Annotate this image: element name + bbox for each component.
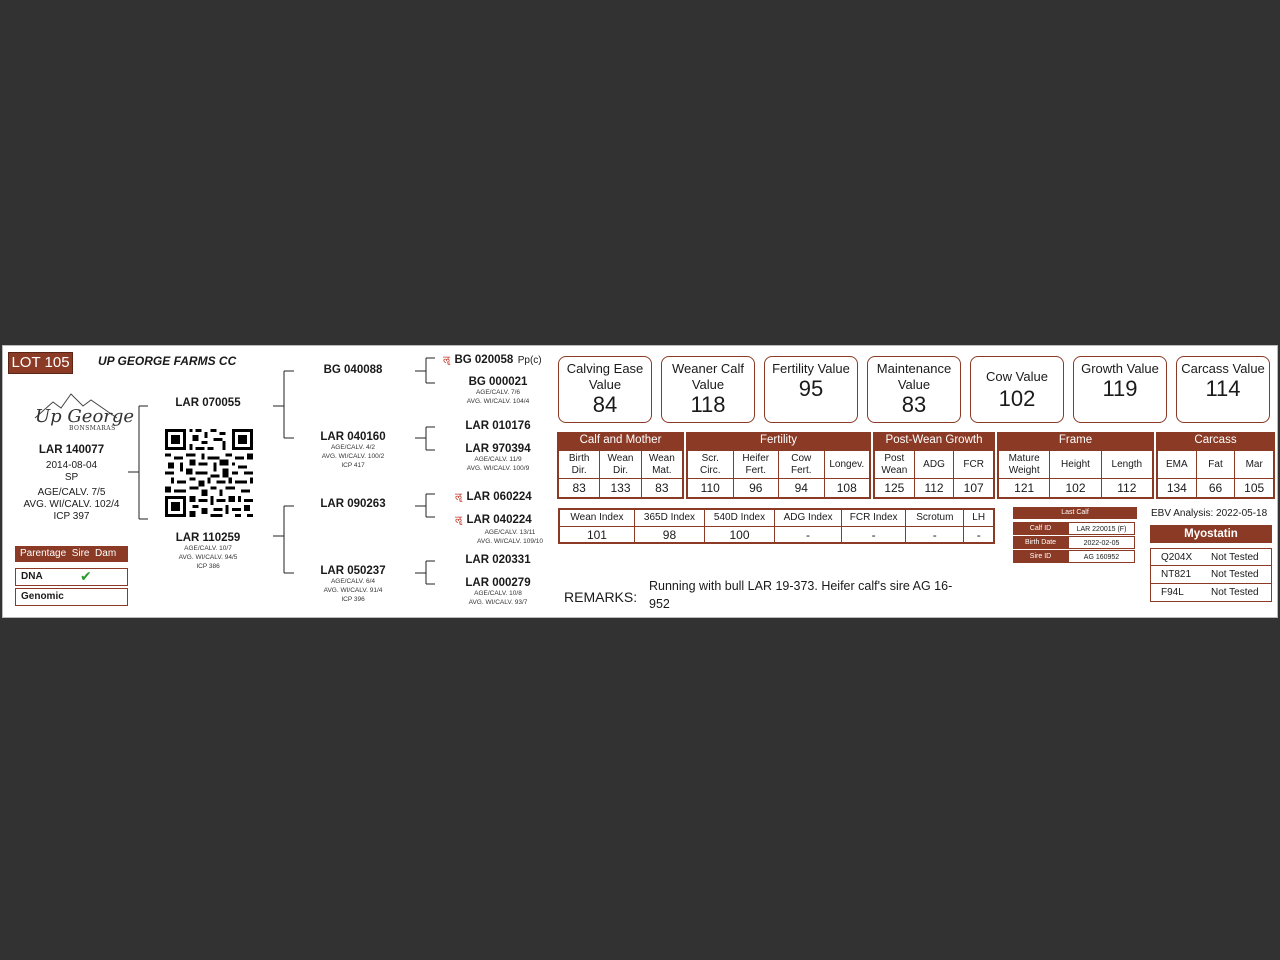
logo-subtitle: BONSMARAS: [69, 425, 116, 432]
sd-dam-avg: AVG. WI/CALV. 100/9: [466, 465, 530, 472]
ebv-trait-cell: [688, 451, 734, 497]
ss-dam-id: BG 000021: [468, 376, 528, 388]
ebv-trait-cell: [642, 451, 682, 497]
dam-dam-age: AGE/CALV. 6/4: [330, 578, 376, 585]
ebv-trait-label: Mature Weight: [999, 451, 1049, 479]
ebv-trait-label: Scr. Circ.: [688, 451, 733, 479]
ebv-trait-cell: [954, 451, 993, 497]
ss-dam-info: [443, 376, 553, 406]
last-calf-label: Calf ID: [1013, 522, 1068, 535]
myostatin-gene: Q204X: [1161, 552, 1193, 563]
ebv-trait-value: 112: [924, 481, 944, 495]
value-number: 95: [798, 376, 824, 401]
sd-dam-age: AGE/CALV. 11/9: [474, 456, 522, 463]
myostatin-title: Myostatin: [1150, 525, 1272, 543]
index-label: Wean Index: [560, 510, 634, 527]
index-label: LH: [964, 510, 993, 527]
myostatin-row: [1150, 548, 1272, 566]
sire-dam-icp: ICP 417: [341, 462, 365, 469]
parentage-header: Parentage Sire Dam: [15, 546, 128, 562]
last-calf-value: AG 160952: [1068, 550, 1135, 563]
ebv-trait-cell: [1235, 451, 1273, 497]
last-calf-title: Last Calf: [1013, 507, 1137, 519]
value-label: Maintenance Value: [876, 361, 952, 392]
qr-code-icon: [165, 429, 253, 517]
ebv-trait-cell: [1050, 451, 1101, 497]
ebv-trait-value: 96: [749, 481, 763, 495]
ebv-trait-value: 105: [1244, 481, 1265, 495]
last-calf-label: Sire ID: [1013, 550, 1068, 563]
group-fertility: Fertility: [686, 432, 871, 449]
ds-dam-id: LAR 040224: [466, 514, 532, 526]
lot-card: [2, 345, 1278, 618]
ds-dam-info: [455, 510, 565, 546]
index-cell: [705, 510, 775, 542]
index-value: 98: [662, 528, 677, 542]
myostatin-status: Not Tested: [1211, 552, 1259, 563]
value-box-fertility: [764, 356, 858, 423]
value-number: 84: [592, 392, 618, 417]
registered-mark-icon: ॡ: [455, 492, 462, 503]
value-box-calving-ease: [558, 356, 652, 423]
ebv-trait-label: Longev.: [825, 451, 870, 479]
dd-dam-age: AGE/CALV. 10/8: [474, 590, 522, 597]
ebv-trait-label: ADG: [915, 451, 954, 479]
last-calf-value: LAR 220015 (F): [1068, 522, 1135, 535]
ebv-trait-label: Wean Mat.: [642, 451, 682, 479]
value-label: Fertility Value: [772, 361, 850, 376]
dam-id: LAR 110259: [175, 532, 241, 544]
ebv-trait-value: 121: [1014, 481, 1035, 495]
sire-id: LAR 070055: [175, 397, 241, 409]
index-label: FCR Index: [842, 510, 905, 527]
index-cell: [775, 510, 842, 542]
value-label: Calving Ease Value: [566, 361, 644, 392]
dd-dam-avg: AVG. WI/CALV. 93/7: [468, 599, 528, 606]
index-cell: [560, 510, 635, 542]
value-box-maintenance: [867, 356, 961, 423]
remarks-label: REMARKS:: [564, 589, 638, 605]
ebv-trait-label: Post Wean: [875, 451, 914, 479]
ebv-trait-cell: [600, 451, 641, 497]
ds-sire-id: LAR 060224: [466, 491, 532, 503]
ebv-trait-label: EMA: [1158, 451, 1196, 479]
index-value: 100: [729, 528, 750, 542]
index-label: ADG Index: [775, 510, 841, 527]
ebv-trait-cell: [999, 451, 1050, 497]
ds-dam-age: AGE/CALV. 13/11: [484, 529, 536, 536]
dam-dam-id: LAR 050237: [320, 565, 386, 577]
ebv-traits-row: [557, 449, 1275, 499]
dam-age: AGE/CALV. 10/7: [184, 545, 232, 552]
remarks-text: Running with bull LAR 19-373. Heifer calf's sire AG 16-952: [649, 579, 953, 611]
ebv-trait-cell: [825, 451, 870, 497]
dd-sire-id: LAR 020331: [465, 554, 531, 566]
index-value: -: [932, 528, 937, 542]
dam-dam-avg: AVG. WI/CALV. 91/4: [323, 587, 383, 594]
ebv-trait-value: 112: [1117, 481, 1137, 495]
ss-dam-avg: AVG. WI/CALV. 104/4: [466, 398, 530, 405]
dd-dam-info: [443, 577, 553, 607]
sire-sire-id: BG 040088: [323, 364, 383, 376]
ebv-trait-label: FCR: [954, 451, 993, 479]
ebv-trait-label: Fat: [1197, 451, 1235, 479]
value-box-weaner-calf: [661, 356, 755, 423]
last-calf-value: 2022-02-05: [1068, 536, 1135, 549]
ebv-trait-label: Length: [1102, 451, 1152, 479]
ebv-trait-cell: [559, 451, 600, 497]
ds-dam-avg: AVG. WI/CALV. 109/10: [477, 538, 543, 545]
animal-code: SP: [64, 472, 79, 483]
value-label: Cow Value: [986, 369, 1048, 384]
dam-dam-icp: ICP 396: [341, 596, 365, 603]
dam-sire-id: LAR 090263: [320, 498, 386, 510]
animal-id: LAR 140077: [38, 444, 105, 456]
dna-label: DNA: [21, 571, 43, 582]
value-number: 83: [901, 392, 927, 417]
ebv-trait-label: Mar: [1235, 451, 1273, 479]
last-calf-label: Birth Date: [1013, 536, 1068, 549]
check-icon: ✔: [80, 568, 92, 584]
myostatin-status: Not Tested: [1211, 569, 1259, 580]
animal-age-calv: AGE/CALV. 7/5: [37, 487, 106, 498]
sire-dam-age: AGE/CALV. 4/2: [330, 444, 376, 451]
index-label: 365D Index: [635, 510, 704, 527]
animal-avg-wi: AVG. WI/CALV. 102/4: [23, 499, 120, 510]
value-box-growth: [1073, 356, 1167, 423]
myostatin-gene: F94L: [1161, 587, 1184, 598]
sire-dam-avg: AVG. WI/CALV. 100/2: [321, 453, 385, 460]
index-value: -: [806, 528, 811, 542]
sd-dam-id: LAR 970394: [465, 443, 531, 455]
animal-birth-date: 2014-08-04: [45, 460, 98, 471]
value-box-carcass: [1176, 356, 1270, 423]
last-calf-row: [1013, 536, 1137, 549]
value-box-cow: [970, 356, 1064, 423]
ebv-group-cells: [873, 449, 995, 499]
ebv-trait-cell: [875, 451, 915, 497]
myostatin-table: [1150, 548, 1272, 602]
ebv-trait-cell: [1158, 451, 1197, 497]
ss-sire-id: BG 020058: [454, 354, 514, 366]
group-calf-and-mother: Calf and Mother: [557, 432, 684, 449]
ebv-trait-label: Wean Dir.: [600, 451, 640, 479]
registered-mark-icon: ॡ: [443, 355, 450, 366]
ebv-group-cells: [686, 449, 871, 499]
index-value: 101: [586, 528, 607, 542]
dam-dam-info: [298, 565, 408, 604]
dam-info: [153, 532, 263, 571]
ebv-trait-cell: [1102, 451, 1152, 497]
ebv-trait-label: Cow Fert.: [779, 451, 824, 479]
group-carcass: Carcass: [1156, 432, 1275, 449]
index-label: 540D Index: [705, 510, 774, 527]
value-label: Weaner Calf Value: [671, 361, 744, 392]
genomic-label: Genomic: [21, 591, 64, 602]
last-calf-table: [1013, 522, 1137, 563]
sd-sire-id: LAR 010176: [465, 420, 531, 432]
ebv-trait-value: 107: [963, 481, 984, 495]
ebv-trait-cell: [915, 451, 955, 497]
ebv-trait-label: Birth Dir.: [559, 451, 599, 479]
last-calf-row: [1013, 550, 1137, 563]
ebv-trait-value: 108: [836, 481, 857, 495]
ebv-trait-value: 94: [794, 481, 808, 495]
index-value: -: [976, 528, 981, 542]
myostatin-status: Not Tested: [1211, 587, 1259, 598]
ebv-group-cells: [997, 449, 1154, 499]
value-label: Carcass Value: [1181, 361, 1265, 376]
ebv-trait-cell: [779, 451, 825, 497]
myostatin-gene: NT821: [1161, 569, 1192, 580]
myostatin-row: [1150, 584, 1272, 602]
animal-icp: ICP 397: [53, 511, 90, 522]
logo-text: Up George: [35, 406, 135, 427]
index-cell: [842, 510, 906, 542]
ebv-trait-value: 83: [655, 481, 669, 495]
ebv-group-cells: [1156, 449, 1275, 499]
ebv-trait-value: 134: [1166, 481, 1187, 495]
sire-dam-info: [298, 431, 408, 470]
index-table: [558, 508, 995, 544]
registered-mark-icon: ॡ: [455, 515, 462, 526]
ss-dam-age: AGE/CALV. 7/6: [475, 389, 521, 396]
ebv-trait-label: Heifer Fert.: [734, 451, 779, 479]
value-number: 118: [690, 392, 726, 417]
ss-sire-row: [443, 350, 563, 368]
farm-name: UP GEORGE FARMS CC: [98, 354, 237, 368]
ebv-trait-label: Height: [1050, 451, 1100, 479]
ebv-trait-cell: [734, 451, 780, 497]
ebv-trait-value: 125: [884, 481, 905, 495]
ds-sire-row: [455, 487, 565, 505]
last-calf-row: [1013, 522, 1137, 535]
dd-dam-id: LAR 000279: [465, 577, 531, 589]
lot-badge: LOT 105: [8, 352, 73, 374]
ebv-analysis-date: EBV Analysis: 2022-05-18: [1151, 508, 1268, 519]
value-number: 119: [1102, 376, 1138, 401]
myostatin-row: [1150, 566, 1272, 584]
index-cell: [906, 510, 964, 542]
index-cell: [635, 510, 705, 542]
ebv-trait-value: 110: [700, 481, 720, 495]
ebv-trait-value: 133: [610, 481, 631, 495]
index-label: Scrotum: [906, 510, 963, 527]
value-label: Growth Value: [1081, 361, 1159, 376]
dam-avg: AVG. WI/CALV. 94/5: [178, 554, 238, 561]
value-number: 102: [998, 386, 1036, 411]
ebv-trait-value: 66: [1208, 481, 1223, 495]
dam-icp: ICP 386: [196, 563, 220, 570]
group-post-wean-growth: Post-Wean Growth: [873, 432, 995, 449]
ss-sire-suffix: Pp(c): [517, 355, 542, 366]
ebv-trait-value: 83: [572, 481, 586, 495]
value-number: 114: [1205, 376, 1241, 401]
index-cell: [964, 510, 993, 542]
sire-dam-id: LAR 040160: [320, 431, 386, 443]
group-frame: Frame: [997, 432, 1154, 449]
ebv-trait-cell: [1197, 451, 1236, 497]
sd-dam-info: [443, 443, 553, 473]
index-value: -: [871, 528, 876, 542]
ebv-group-cells: [557, 449, 684, 499]
ebv-trait-value: 102: [1065, 481, 1086, 495]
